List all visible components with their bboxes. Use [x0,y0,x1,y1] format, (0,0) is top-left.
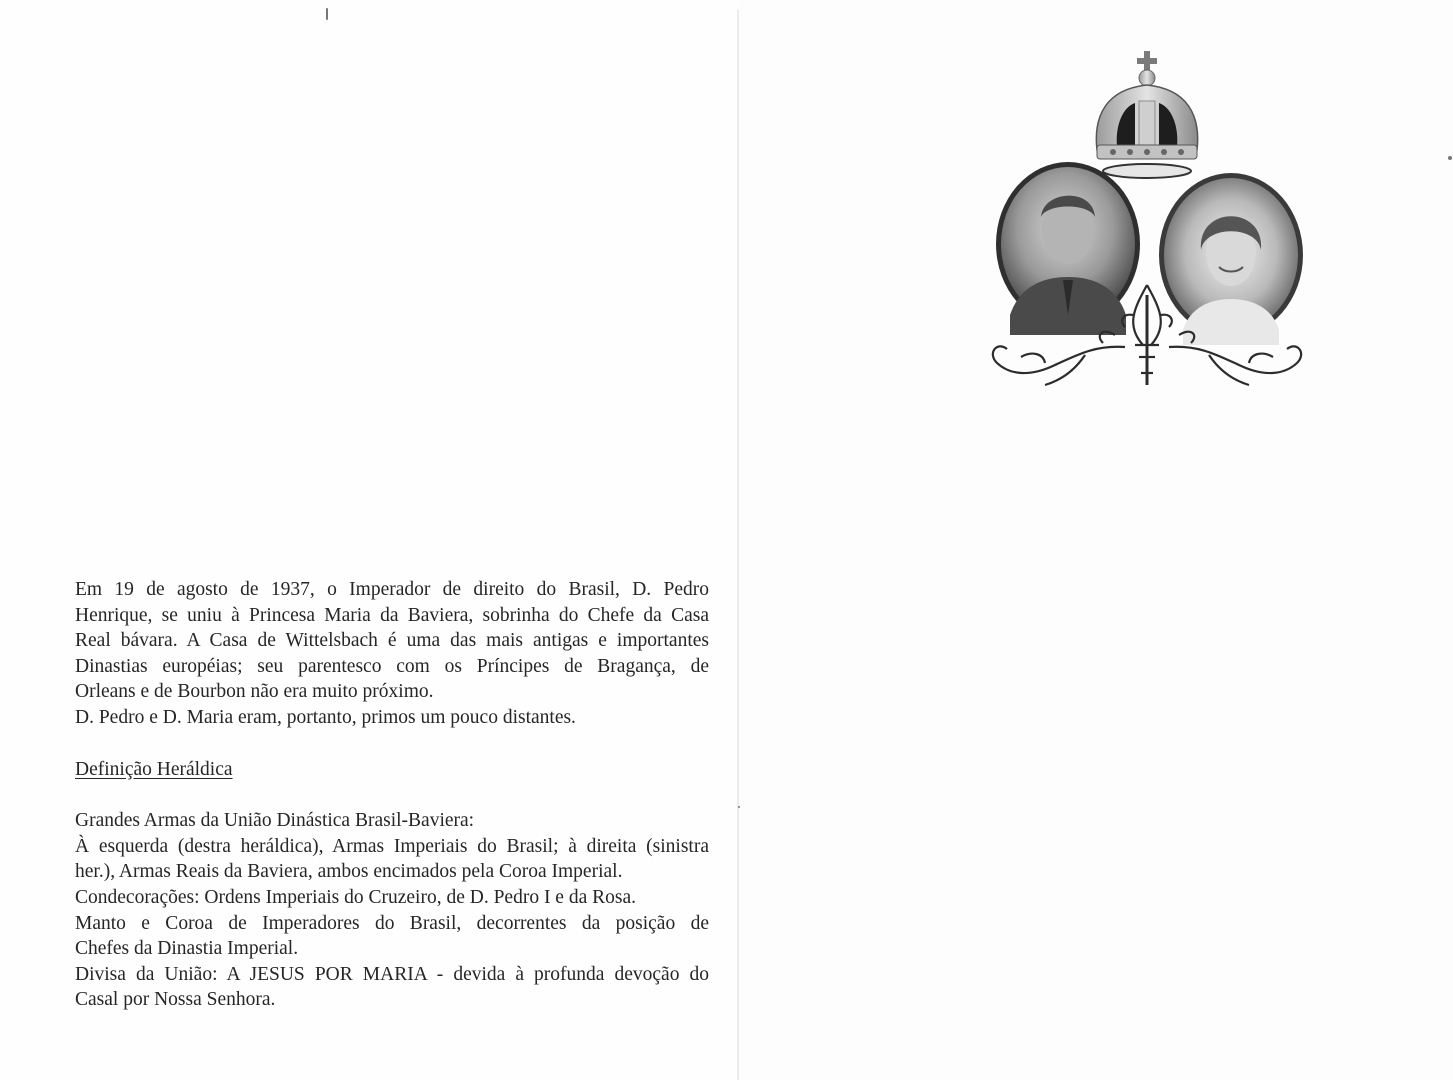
definition-line: Chefes da Dinastia Imperial. [75,938,299,960]
intro-line: Em 19 de agosto de 1937, o Imperador de direito do Brasil, D. Pedro [75,579,709,600]
heraldic-definition [75,808,709,1013]
paper-speck [1448,156,1452,160]
intro-line: Orleans e de Bourbon não era muito próximo. [75,681,434,703]
definition-line: Casal por Nossa Senhora. [75,989,276,1011]
intro-line: Dinastias européias; seu parentesco com os Príncipes de Bragança, de [75,655,709,677]
intro-closing-line: D. Pedro e D. Maria eram, portanto, primos um pouco distantes. [75,706,576,728]
intro-line: Real bávara. A Casa de Wittelsbach é uma das mais antigas e importantes [75,630,709,652]
page-fold [737,10,739,1080]
definition-line: Manto e Coroa de Imperadores do Brasil, decorrentes da posição de [75,912,709,934]
paper-speck [326,8,328,20]
definition-line: Grandes Armas da União Dinástica Brasil-Baviera: [75,810,475,832]
wedding-emblem [985,45,1310,395]
definition-line: her.), Armas Reais da Baviera, ambos encimados pela Coroa Imperial. [75,861,623,883]
definition-line: Divisa da União: A JESUS POR MARIA - devida à profunda devoção do [75,963,709,985]
intro-line: Henrique, se uniu à Princesa Maria da Baviera, sobrinha do Chefe da Casa [75,604,709,626]
intro-paragraph [75,577,709,705]
portrait-woman-icon [1159,173,1303,345]
paper-speck [738,806,740,808]
body-text [75,577,709,1013]
imperial-crown-icon [1096,51,1197,178]
section-heading: Definição Heráldica [75,758,233,780]
definition-line: Condecorações: Ordens Imperiais do Cruzeiro, de D. Pedro I e da Rosa. [75,886,636,908]
definition-line: À esquerda (destra heráldica), Armas Imperiais do Brasil; à direita (sinistra [75,835,709,857]
portrait-man-icon [996,162,1140,335]
